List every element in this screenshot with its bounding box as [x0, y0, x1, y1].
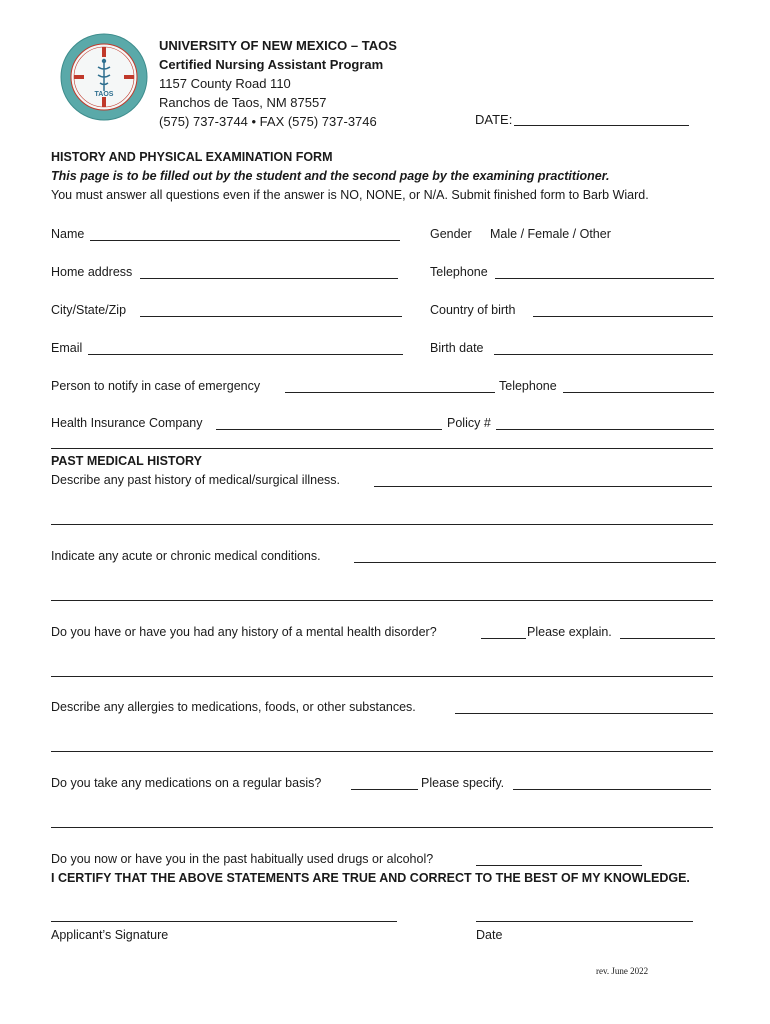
name-label: Name: [51, 227, 85, 241]
telephone-field[interactable]: [495, 278, 714, 279]
policy-label: Policy #: [447, 416, 491, 430]
institution-header: [159, 36, 397, 131]
past-illness-field[interactable]: [374, 486, 712, 487]
email-field[interactable]: [88, 354, 403, 355]
institution-name: UNIVERSITY OF NEW MEXICO – TAOS: [159, 38, 397, 53]
mental-health-answer-field[interactable]: [481, 638, 526, 639]
country-of-birth-field[interactable]: [533, 316, 713, 317]
city-state-zip-label: City/State/Zip: [51, 303, 127, 317]
applicant-signature-line[interactable]: [51, 921, 397, 922]
city-state-zip-field[interactable]: [140, 316, 402, 317]
telephone-label: Telephone: [430, 265, 488, 279]
applicant-signature-label: Applicant’s Signature: [51, 928, 169, 942]
emergency-telephone-label: Telephone: [499, 379, 557, 393]
emergency-contact-label: Person to notify in case of emergency: [51, 379, 261, 393]
medical-conditions-field[interactable]: [354, 562, 716, 563]
medications-specify-field[interactable]: [513, 789, 711, 790]
emergency-contact-field[interactable]: [285, 392, 495, 393]
q-mental-health: Do you have or have you had any history of a mental health disorder?: [51, 625, 437, 639]
medications-specify-label: Please specify.: [421, 776, 505, 790]
q-drugs-alcohol: Do you now or have you in the past habitually used drugs or alcohol?: [51, 852, 434, 866]
birth-date-field[interactable]: [494, 354, 713, 355]
name-field[interactable]: [90, 240, 400, 241]
birth-date-label: Birth date: [430, 341, 484, 355]
home-address-field[interactable]: [140, 278, 398, 279]
past-medical-history-heading: PAST MEDICAL HISTORY: [51, 454, 202, 468]
insurance-field[interactable]: [216, 429, 442, 430]
q-allergies: Describe any allergies to medications, foods, or other substances.: [51, 700, 416, 714]
header-date-field[interactable]: [514, 125, 689, 126]
form-instructions: You must answer all questions even if the answer is NO, NONE, or N/A. Submit finished form to Barb Wiard.: [51, 188, 649, 202]
address-line-1: 1157 County Road 110: [159, 76, 291, 91]
country-of-birth-label: Country of birth: [430, 303, 516, 317]
unm-taos-logo: [60, 33, 148, 121]
emergency-telephone-field[interactable]: [563, 392, 714, 393]
email-label: Email: [51, 341, 83, 355]
signature-date-label: Date: [476, 928, 503, 942]
q-past-illness: Describe any past history of medical/surgical illness.: [51, 473, 341, 487]
q-medical-conditions: Indicate any acute or chronic medical conditions.: [51, 549, 321, 563]
allergies-field[interactable]: [455, 713, 713, 714]
section-divider: [51, 448, 713, 449]
gender-label: Gender: [430, 227, 472, 241]
policy-field[interactable]: [496, 429, 714, 430]
drugs-alcohol-field[interactable]: [476, 865, 642, 866]
header-date-label: DATE:: [475, 112, 513, 127]
form-title: HISTORY AND PHYSICAL EXAMINATION FORM: [51, 150, 333, 164]
phone-fax: (575) 737-3744 • FAX (575) 737-3746: [159, 114, 377, 129]
home-address-label: Home address: [51, 265, 133, 279]
signature-date-line[interactable]: [476, 921, 693, 922]
form-subtitle: This page is to be filled out by the student and the second page by the examining practitioner.: [51, 169, 610, 183]
medications-answer-field[interactable]: [351, 789, 418, 790]
revision-note: rev. June 2022: [596, 966, 649, 976]
certification-statement: I CERTIFY THAT THE ABOVE STATEMENTS ARE TRUE AND CORRECT TO THE BEST OF MY KNOWLEDGE.: [51, 871, 690, 885]
mental-health-explain-field-2[interactable]: [51, 676, 713, 677]
medications-specify-field-2[interactable]: [51, 827, 713, 828]
svg-text:TAOS: TAOS: [94, 91, 114, 98]
mental-health-explain-label: Please explain.: [527, 625, 612, 639]
q-medications: Do you take any medications on a regular basis?: [51, 776, 322, 790]
program-name: Certified Nursing Assistant Program: [159, 57, 384, 72]
medical-conditions-field-2[interactable]: [51, 600, 713, 601]
past-illness-field-2[interactable]: [51, 524, 713, 525]
address-line-2: Ranchos de Taos, NM 87557: [159, 95, 327, 110]
allergies-field-2[interactable]: [51, 751, 713, 752]
gender-options[interactable]: Male / Female / Other: [490, 227, 611, 241]
insurance-label: Health Insurance Company: [51, 416, 203, 430]
mental-health-explain-field[interactable]: [620, 638, 715, 639]
